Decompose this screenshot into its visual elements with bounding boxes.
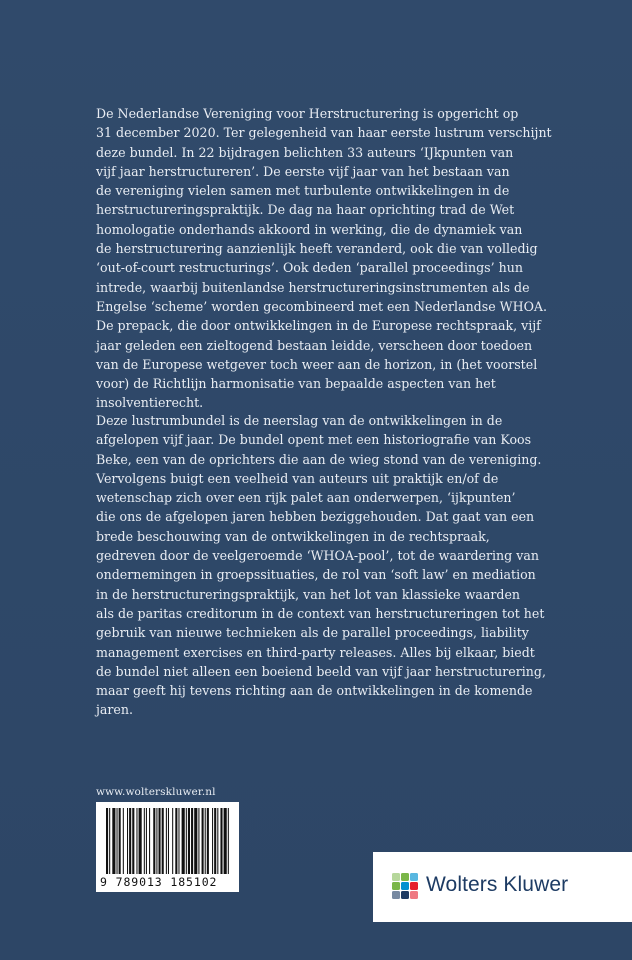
blurb-paragraph-1: De Nederlandse Vereniging voor Herstructurering is opgericht op 31 december 2020. Ter gelegenheid van haar eerste lustrum verschijnt deze bundel. In 22 bijdragen belichten 33 auteurs ‘IJkpunten van vijf jaar herstructureren’. De eerste vijf jaar van het bestaan van de vereniging vielen samen met turbulente ontwikkelingen in de herstructureringspraktijk. De dag na haar oprichting trad de Wet homologatie onderhands akkoord in werking, die de dynamiek van de herstructurering aanzienlijk heeft veranderd, ook die van volledig ‘out-of-court restructurings’. Ook deden ‘parallel proceedings’ hun intrede, waarbij buitenlandse herstructureringsinstrumenten als de Engelse ‘scheme’ worden gecombineerd met een Nederlandse WHOA. De prepack, die door ontwikkelingen in de Europese rechtspraak, vijf jaar geleden een zieltogend bestaan leidde, verscheen door toedoen van de Europese wetgever toch weer aan de horizon, in (het voorstel voor) de Richtlijn harmonisatie van bepaalde aspecten van het insolventierecht. [96,106,552,411]
publisher-logo [373,852,632,922]
barcode [96,802,239,892]
publisher-website: www.wolterskluwer.nl [96,786,216,798]
publisher-name: Wolters Kluwer [426,873,569,896]
wolters-kluwer-mosaic-icon [392,873,418,899]
barcode-number: 9 789013 185102 [100,875,218,889]
barcode-icon [96,802,239,876]
blurb-paragraph-2: Deze lustrumbundel is de neerslag van de ontwikkelingen in de afgelopen vijf jaar. De bundel opent met een historiografie van Koos Beke, een van de oprichters die aan de wieg stond van de vereniging. Vervolgens buigt een veelheid van auteurs uit praktijk en/of de wetenschap zich over een rijk palet aan onderwerpen, ‘ijkpunten’ die ons de afgelopen jaren hebben beziggehouden. Dat gaat van een brede beschouwing van de ontwikkelingen in de rechtspraak, gedreven door de veelgeroemde ‘WHOA-pool’, tot de waardering van ondernemingen in groepssituaties, de rol van ‘soft law’ en mediation in de herstructureringspraktijk, van het lot van klassieke waarden als de paritas creditorum in de context van herstructureringen tot het gebruik van nieuwe technieken als de parallel proceedings, liability management exercises en third-party releases. Alles bij elkaar, biedt de bundel niet alleen een boeiend beeld van vijf jaar herstructurering, maar geeft hij tevens richting aan de ontwikkelingen in de komende jaren. [96,413,546,718]
